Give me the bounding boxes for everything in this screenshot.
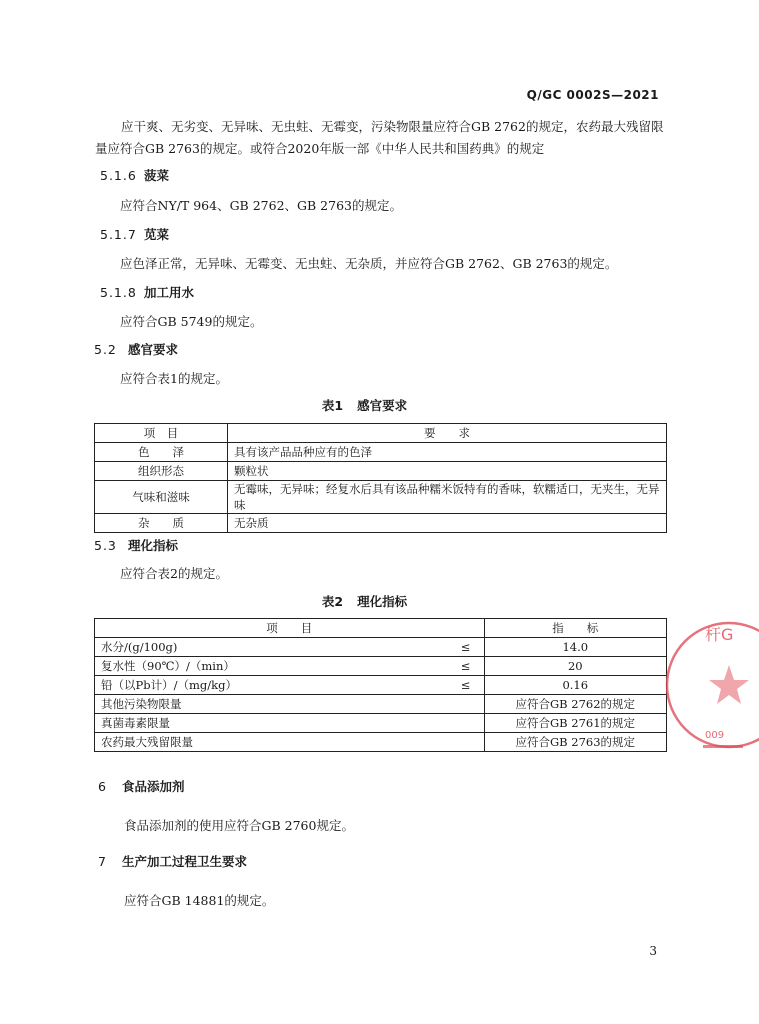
item-cell: 铅（以Pb计）/（mg/kg） (95, 676, 448, 695)
seal-text-top: 杆G (705, 625, 734, 644)
value-cell: 应符合GB 2763的规定 (484, 733, 666, 752)
header-cell: 项 目 (95, 619, 485, 638)
section-body: 应符合NY/T 964、GB 2762、GB 2763的规定。 (120, 198, 402, 213)
caption-title: 理化指标 (357, 594, 408, 609)
section-body: 应符合GB 14881的规定。 (124, 893, 275, 908)
value-cell: 0.16 (484, 676, 666, 695)
heading-5-1-6 (100, 166, 169, 184)
heading-5-2 (94, 340, 178, 358)
table-row (95, 481, 667, 514)
value-cell: 14.0 (484, 638, 666, 657)
item-cell: 色 泽 (95, 443, 228, 462)
heading-5-1-7 (100, 225, 169, 243)
value-cell: 20 (484, 657, 666, 676)
table-row (95, 714, 667, 733)
section-body: 应符合表2的规定。 (120, 566, 228, 581)
value-cell: 应符合GB 2762的规定 (484, 695, 666, 714)
requirement-cell: 具有该产品品种应有的色泽 (228, 443, 667, 462)
table-row (95, 638, 667, 657)
table1-sensory (94, 423, 667, 533)
item-cell: 杂 质 (95, 514, 228, 533)
section-title: 生产加工过程卫生要求 (122, 854, 248, 869)
requirement-cell: 颗粒状 (228, 462, 667, 481)
table2-caption (0, 592, 729, 610)
section-number: 5.2 (94, 342, 117, 357)
item-cell: 真菌毒素限量 (95, 714, 485, 733)
requirement-cell: 无杂质 (228, 514, 667, 533)
section-title: 理化指标 (128, 538, 179, 553)
item-cell: 水分/(g/100g) (95, 638, 448, 657)
section-number: 5.3 (94, 538, 117, 553)
header-cell: 指 标 (484, 619, 666, 638)
section-number: 7 (98, 854, 107, 869)
operator-cell: ≤ (448, 638, 485, 657)
requirement-cell: 无霉味，无异味；经复水后具有该品种糯米饭特有的香味，软糯适口，无夹生，无异味 (228, 481, 667, 514)
section-title: 感官要求 (128, 342, 179, 357)
section-number: 5.1.7 (100, 227, 137, 242)
section-title: 加工用水 (144, 285, 195, 300)
table-header-row (95, 424, 667, 443)
table2-physicochemical (94, 618, 667, 752)
section-number: 5.1.8 (100, 285, 137, 300)
header-cell: 要 求 (228, 424, 667, 443)
section-body: 应符合GB 5749的规定。 (120, 314, 263, 329)
caption-number: 表1 (321, 398, 344, 413)
section-body: 应符合表1的规定。 (120, 371, 228, 386)
caption-number: 表2 (321, 594, 344, 609)
item-cell: 其他污染物限量 (95, 695, 485, 714)
caption-title: 感官要求 (357, 398, 408, 413)
value-cell: 应符合GB 2761的规定 (484, 714, 666, 733)
operator-cell: ≤ (448, 657, 485, 676)
intro-paragraph: 应干爽、无劣变、无异味、无虫蛀、无霉变，污染物限量应符合GB 2762的规定，农药最大残留限量应符合GB 2763的规定。或符合2020年版一部《中华人民共和国药典》的规定 (95, 119, 664, 156)
seal-text-bottom: 009 (705, 730, 725, 741)
section-title: 菠菜 (144, 168, 170, 183)
official-seal-stamp (699, 610, 759, 760)
item-cell: 复水性（90℃）/（min） (95, 657, 448, 676)
section-number: 5.1.6 (100, 168, 137, 183)
section-number: 6 (98, 779, 107, 794)
table-header-row (95, 619, 667, 638)
table-row (95, 676, 667, 695)
section-body: 应色泽正常，无异味、无霉变、无虫蛀、无杂质，并应符合GB 2762、GB 2763的规定。 (120, 256, 618, 271)
header-cell: 项 目 (95, 424, 228, 443)
item-cell: 组织形态 (95, 462, 228, 481)
table-row (95, 514, 667, 533)
item-cell: 农药最大残留限量 (95, 733, 485, 752)
table-row (95, 443, 667, 462)
operator-cell: ≤ (448, 676, 485, 695)
heading-7 (98, 852, 247, 870)
document-code: Q/GC 0002S—2021 (526, 88, 659, 102)
section-title: 苋菜 (144, 227, 170, 242)
item-cell: 气味和滋味 (95, 481, 228, 514)
heading-5-3 (94, 536, 178, 554)
section-title: 食品添加剂 (122, 779, 185, 794)
table-row (95, 733, 667, 752)
table-row (95, 462, 667, 481)
heading-6 (98, 777, 185, 795)
table1-caption (0, 396, 729, 414)
section-body: 食品添加剂的使用应符合GB 2760规定。 (124, 818, 354, 833)
heading-5-1-8 (100, 283, 194, 301)
table-row (95, 695, 667, 714)
table-row (95, 657, 667, 676)
page-number: 3 (649, 944, 657, 958)
